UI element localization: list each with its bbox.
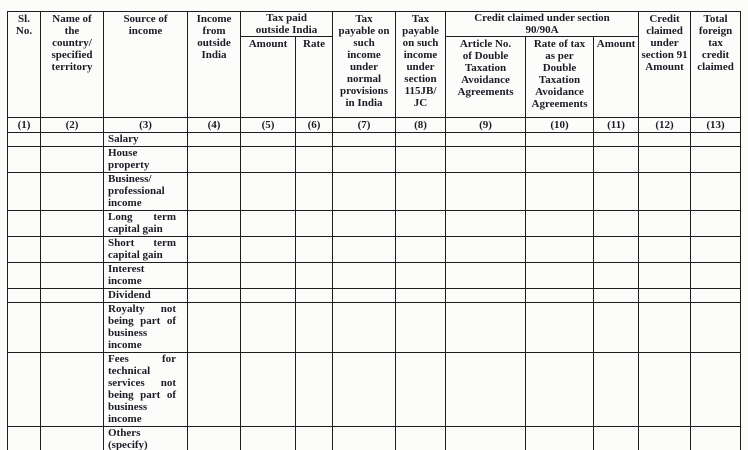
header-group-credit-claimed-90-90a: Credit claimed under section 90/90A (446, 12, 639, 37)
cell-credit-amount (594, 211, 639, 237)
cell-tax-amount (241, 211, 296, 237)
column-number: (5) (241, 118, 296, 133)
cell-sl-no (8, 289, 41, 303)
cell-income (188, 303, 241, 353)
source-of-income-cell: Interest income (104, 263, 188, 289)
cell-total-ftc (691, 303, 741, 353)
source-of-income-cell: Salary (104, 133, 188, 147)
cell-rate-dtaa (526, 353, 594, 427)
cell-income (188, 173, 241, 211)
cell-tax-amount (241, 303, 296, 353)
cell-tax-amount (241, 263, 296, 289)
cell-tax-115jb (396, 237, 446, 263)
cell-credit-91 (639, 133, 691, 147)
cell-sl-no (8, 427, 41, 450)
cell-article-no (446, 211, 526, 237)
cell-total-ftc (691, 353, 741, 427)
cell-credit-91 (639, 237, 691, 263)
cell-tax-115jb (396, 427, 446, 450)
cell-tax-rate (296, 237, 333, 263)
cell-article-no (446, 353, 526, 427)
cell-sl-no (8, 303, 41, 353)
row-house-property (8, 147, 741, 173)
header-tax-payable-normal-provisions: Tax payable on such income under normal provisions in India (333, 12, 396, 118)
header-rate-of-tax-dtaa: Rate of tax as per Double Taxation Avoidance Agreements (526, 37, 594, 118)
cell-rate-dtaa (526, 427, 594, 450)
source-of-income-cell: Long term capital gain (104, 211, 188, 237)
cell-country (41, 133, 104, 147)
cell-rate-dtaa (526, 147, 594, 173)
cell-tax-normal (333, 211, 396, 237)
cell-tax-115jb (396, 147, 446, 173)
row-interest-income (8, 263, 741, 289)
cell-credit-91 (639, 211, 691, 237)
cell-tax-normal (333, 353, 396, 427)
column-number: (10) (526, 118, 594, 133)
cell-tax-normal (333, 427, 396, 450)
cell-tax-115jb (396, 289, 446, 303)
cell-credit-91 (639, 353, 691, 427)
cell-income (188, 237, 241, 263)
cell-rate-dtaa (526, 133, 594, 147)
row-others-specify (8, 427, 741, 450)
cell-total-ftc (691, 289, 741, 303)
cell-income (188, 427, 241, 450)
cell-country (41, 263, 104, 289)
column-number: (13) (691, 118, 741, 133)
source-of-income-cell: Others (specify) (104, 427, 188, 450)
cell-credit-amount (594, 133, 639, 147)
cell-total-ftc (691, 237, 741, 263)
cell-article-no (446, 427, 526, 450)
row-royalty (8, 303, 741, 353)
cell-total-ftc (691, 133, 741, 147)
cell-tax-amount (241, 353, 296, 427)
cell-credit-amount (594, 353, 639, 427)
column-number: (3) (104, 118, 188, 133)
header-source-of-income: Source of income (104, 12, 188, 118)
header-total-foreign-tax-credit: Total foreign tax credit claimed (691, 12, 741, 118)
cell-tax-rate (296, 353, 333, 427)
source-of-income-cell: Fees for technical services not being part of business income (104, 353, 188, 427)
cell-credit-amount (594, 289, 639, 303)
cell-article-no (446, 237, 526, 263)
row-dividend (8, 289, 741, 303)
cell-tax-amount (241, 289, 296, 303)
header-country-territory: Name of the country/ specified territory (41, 12, 104, 118)
cell-tax-115jb (396, 353, 446, 427)
cell-tax-115jb (396, 263, 446, 289)
column-number: (12) (639, 118, 691, 133)
cell-sl-no (8, 147, 41, 173)
header-sl-no: Sl. No. (8, 12, 41, 118)
header-article-no-dtaa: Article No. of Double Taxation Avoidance Agreements (446, 37, 526, 118)
header-group-tax-paid-outside-india: Tax paid outside India (241, 12, 333, 37)
cell-article-no (446, 289, 526, 303)
cell-tax-amount (241, 147, 296, 173)
cell-tax-rate (296, 303, 333, 353)
cell-tax-rate (296, 289, 333, 303)
cell-sl-no (8, 133, 41, 147)
row-salary (8, 133, 741, 147)
cell-rate-dtaa (526, 173, 594, 211)
source-of-income-cell: Dividend (104, 289, 188, 303)
column-number: (11) (594, 118, 639, 133)
cell-credit-amount (594, 237, 639, 263)
cell-income (188, 353, 241, 427)
cell-credit-amount (594, 303, 639, 353)
cell-tax-normal (333, 237, 396, 263)
cell-credit-91 (639, 303, 691, 353)
row-business-professional-income (8, 173, 741, 211)
cell-sl-no (8, 263, 41, 289)
column-number: (2) (41, 118, 104, 133)
cell-income (188, 147, 241, 173)
cell-credit-amount (594, 147, 639, 173)
cell-sl-no (8, 353, 41, 427)
cell-sl-no (8, 237, 41, 263)
header-credit-claimed-section-91: Credit claimed under section 91 Amount (639, 12, 691, 118)
cell-country (41, 303, 104, 353)
cell-rate-dtaa (526, 211, 594, 237)
header-tax-paid-rate: Rate (296, 37, 333, 118)
cell-tax-amount (241, 173, 296, 211)
cell-tax-rate (296, 173, 333, 211)
row-long-term-capital-gain (8, 211, 741, 237)
cell-article-no (446, 173, 526, 211)
cell-income (188, 289, 241, 303)
cell-country (41, 237, 104, 263)
cell-tax-115jb (396, 173, 446, 211)
cell-credit-amount (594, 263, 639, 289)
column-number: (8) (396, 118, 446, 133)
header-income-from-outside-india: Income from outside India (188, 12, 241, 118)
row-fees-technical-services (8, 353, 741, 427)
cell-tax-amount (241, 237, 296, 263)
column-number: (9) (446, 118, 526, 133)
cell-total-ftc (691, 173, 741, 211)
column-number: (1) (8, 118, 41, 133)
cell-tax-115jb (396, 211, 446, 237)
cell-credit-91 (639, 147, 691, 173)
cell-sl-no (8, 173, 41, 211)
cell-tax-normal (333, 173, 396, 211)
foreign-tax-credit-table (7, 11, 741, 450)
cell-rate-dtaa (526, 263, 594, 289)
cell-tax-normal (333, 289, 396, 303)
cell-tax-rate (296, 133, 333, 147)
cell-credit-91 (639, 263, 691, 289)
source-of-income-cell: Royalty not being part of business income (104, 303, 188, 353)
source-of-income-cell: Business/ professional income (104, 173, 188, 211)
cell-sl-no (8, 211, 41, 237)
cell-rate-dtaa (526, 303, 594, 353)
cell-credit-amount (594, 427, 639, 450)
cell-tax-amount (241, 427, 296, 450)
cell-tax-normal (333, 147, 396, 173)
cell-country (41, 353, 104, 427)
cell-tax-normal (333, 133, 396, 147)
column-number-row (8, 118, 741, 133)
cell-income (188, 263, 241, 289)
cell-tax-rate (296, 211, 333, 237)
cell-tax-normal (333, 263, 396, 289)
cell-rate-dtaa (526, 289, 594, 303)
cell-total-ftc (691, 427, 741, 450)
cell-country (41, 173, 104, 211)
cell-credit-91 (639, 173, 691, 211)
cell-country (41, 211, 104, 237)
cell-total-ftc (691, 147, 741, 173)
cell-article-no (446, 263, 526, 289)
cell-credit-91 (639, 289, 691, 303)
cell-total-ftc (691, 211, 741, 237)
cell-credit-91 (639, 427, 691, 450)
column-number: (7) (333, 118, 396, 133)
cell-credit-amount (594, 173, 639, 211)
cell-tax-normal (333, 303, 396, 353)
header-tax-paid-amount: Amount (241, 37, 296, 118)
cell-article-no (446, 133, 526, 147)
cell-tax-rate (296, 427, 333, 450)
source-of-income-cell: Short term capital gain (104, 237, 188, 263)
cell-income (188, 133, 241, 147)
cell-tax-rate (296, 147, 333, 173)
row-short-term-capital-gain (8, 237, 741, 263)
cell-country (41, 427, 104, 450)
cell-tax-115jb (396, 303, 446, 353)
cell-income (188, 211, 241, 237)
cell-tax-115jb (396, 133, 446, 147)
cell-rate-dtaa (526, 237, 594, 263)
cell-total-ftc (691, 263, 741, 289)
cell-tax-rate (296, 263, 333, 289)
header-credit-amount: Amount (594, 37, 639, 118)
source-of-income-cell: House property (104, 147, 188, 173)
cell-article-no (446, 303, 526, 353)
cell-article-no (446, 147, 526, 173)
cell-country (41, 147, 104, 173)
header-tax-payable-115jb-jc: Tax payable on such income under section 115JB/ JC (396, 12, 446, 118)
cell-tax-amount (241, 133, 296, 147)
cell-country (41, 289, 104, 303)
header-row-groups (8, 12, 741, 37)
column-number: (6) (296, 118, 333, 133)
column-number: (4) (188, 118, 241, 133)
